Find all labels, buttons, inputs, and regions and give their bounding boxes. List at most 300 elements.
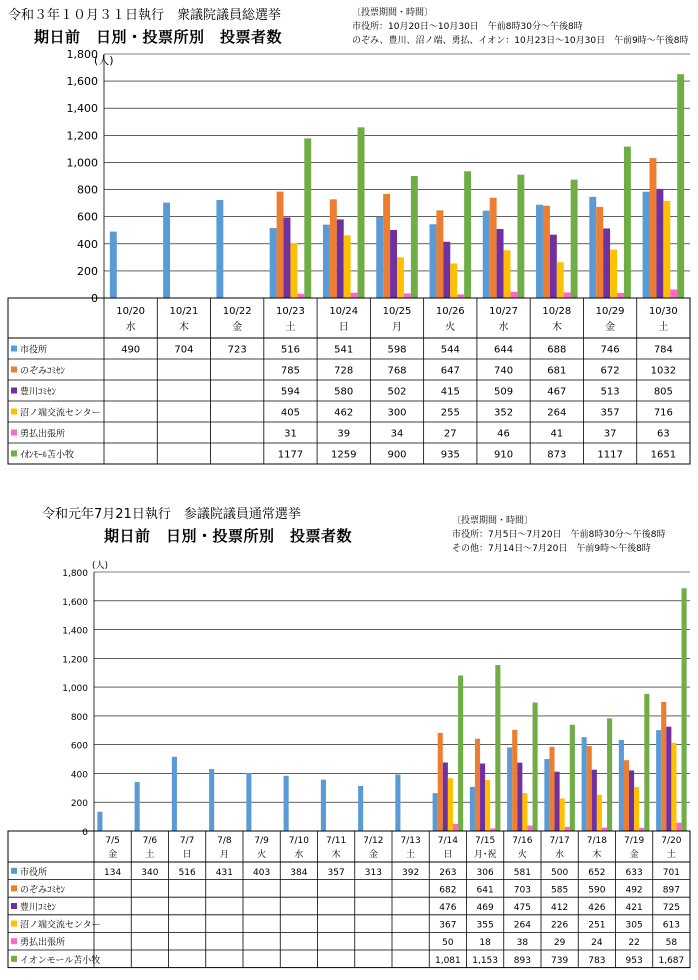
data-value-label: 462 xyxy=(334,407,354,419)
x-category-label: 7/10 xyxy=(288,836,309,846)
y-tick-label: 1,400 xyxy=(66,102,98,116)
chart1-note-heading: 〔投票期間・時間〕 xyxy=(352,8,434,18)
data-value-label: 594 xyxy=(280,386,301,398)
data-value-label: 134 xyxy=(104,867,122,878)
bar-6-7-16 xyxy=(533,703,538,831)
bar-1-7-9 xyxy=(246,773,251,831)
bar-5-10-30 xyxy=(670,289,677,298)
data-value-label: 935 xyxy=(440,449,460,461)
bar-5-7-18 xyxy=(602,828,607,831)
bar-4-7-15 xyxy=(485,780,490,831)
x-weekday-label: 火 xyxy=(445,322,456,333)
x-category-label: 7/8 xyxy=(217,836,232,846)
x-weekday-label: 金 xyxy=(605,322,616,333)
data-value-label: 357 xyxy=(600,407,620,419)
data-value-label: 647 xyxy=(440,365,460,377)
chart2-note-line2: その他：7月14日～7月20日 午前9時～午後8時 xyxy=(452,544,651,554)
x-weekday-label: 木 xyxy=(551,322,562,333)
bar-6-10-23 xyxy=(304,138,311,298)
x-weekday-label: 金 xyxy=(368,850,378,860)
x-weekday-label: 日 xyxy=(443,850,453,860)
data-value-label: 431 xyxy=(215,867,233,878)
data-value-label: 739 xyxy=(551,955,569,966)
chart1-subtitle: 期日前 日別・投票所別 投票者数 xyxy=(34,28,283,46)
data-value-label: 24 xyxy=(591,938,603,949)
data-value-label: 590 xyxy=(588,885,606,896)
data-value-label: 300 xyxy=(387,407,407,419)
bar-5-7-14 xyxy=(453,824,458,831)
legend-swatch-2 xyxy=(11,885,17,891)
legend-swatch-1 xyxy=(11,868,17,874)
x-weekday-label: 水 xyxy=(125,322,136,333)
bar-1-7-6 xyxy=(135,782,140,831)
y-tick-label: 800 xyxy=(70,712,88,723)
bar-2-10-25 xyxy=(383,194,390,298)
x-category-label: 10/24 xyxy=(329,306,359,317)
data-value-label: 63 xyxy=(656,428,670,440)
bar-6-10-27 xyxy=(517,175,524,298)
x-category-label: 7/13 xyxy=(400,836,421,846)
x-weekday-label: 火 xyxy=(257,850,267,860)
bar-4-7-17 xyxy=(560,798,565,831)
data-value-label: 367 xyxy=(439,920,457,931)
legend-label-6: イオンモール苫小牧 xyxy=(20,955,101,966)
bar-5-7-16 xyxy=(527,826,532,831)
bar-4-7-14 xyxy=(448,778,453,831)
bar-6-10-24 xyxy=(358,127,365,298)
legend-swatch-3 xyxy=(11,903,17,909)
bar-3-7-18 xyxy=(592,770,597,831)
x-weekday-label: 月 xyxy=(392,322,402,333)
bar-3-7-17 xyxy=(555,772,560,831)
legend-label-2: のぞみｺﾐｾﾝ xyxy=(20,366,66,377)
data-value-label: 1,081 xyxy=(434,955,461,966)
bar-4-10-23 xyxy=(290,243,297,298)
data-value-label: 264 xyxy=(513,920,531,931)
bar-1-7-18 xyxy=(582,737,587,831)
bar-2-10-27 xyxy=(490,198,497,298)
bar-4-7-18 xyxy=(597,795,602,831)
bar-4-10-26 xyxy=(450,263,457,298)
bar-1-10-22 xyxy=(216,200,223,298)
bar-5-7-20 xyxy=(676,823,681,831)
data-value-label: 255 xyxy=(440,407,460,419)
data-value-label: 768 xyxy=(387,365,407,377)
data-value-label: 585 xyxy=(551,885,569,896)
legend-swatch-6 xyxy=(11,956,17,962)
bar-1-7-10 xyxy=(284,776,289,831)
data-value-label: 703 xyxy=(513,885,531,896)
data-value-label: 467 xyxy=(547,386,567,398)
data-value-label: 541 xyxy=(334,344,354,356)
x-category-label: 7/17 xyxy=(549,836,570,846)
data-value-label: 1177 xyxy=(277,449,304,461)
x-weekday-label: 水 xyxy=(555,850,565,860)
legend-label-5: 勇払出張所 xyxy=(20,938,66,949)
data-value-label: 475 xyxy=(513,903,531,913)
bar-6-7-20 xyxy=(682,588,687,831)
x-category-label: 10/27 xyxy=(489,306,518,317)
bar-1-10-23 xyxy=(270,228,277,298)
bar-6-7-18 xyxy=(607,718,612,831)
x-weekday-label: 日 xyxy=(338,322,349,333)
bar-4-7-19 xyxy=(634,787,639,831)
y-tick-label: 600 xyxy=(77,210,98,224)
data-value-label: 251 xyxy=(588,920,606,931)
x-weekday-label: 金 xyxy=(629,850,639,860)
bar-1-10-25 xyxy=(376,217,383,298)
data-value-label: 412 xyxy=(551,903,569,913)
y-tick-label: 1,400 xyxy=(62,626,88,637)
legend-label-3: 豊川ｺﾐｾﾝ xyxy=(20,387,57,398)
data-value-label: 1651 xyxy=(650,449,677,461)
bar-2-7-14 xyxy=(438,733,443,831)
x-category-label: 10/25 xyxy=(382,306,412,317)
bar-4-7-16 xyxy=(522,793,527,831)
data-value-label: 263 xyxy=(439,867,457,878)
x-weekday-label: 金 xyxy=(232,322,243,333)
bar-1-7-20 xyxy=(656,730,661,831)
y-tick-label: 1,600 xyxy=(62,597,88,608)
chart2-subtitle: 期日前 日別・投票所別 投票者数 xyxy=(104,527,353,545)
y-tick-label: 200 xyxy=(77,264,98,278)
data-value-label: 1259 xyxy=(331,449,357,461)
y-tick-label: 1,800 xyxy=(66,50,98,61)
data-value-label: 783 xyxy=(588,955,606,966)
y-tick-label: 1,200 xyxy=(66,129,98,143)
bar-6-7-14 xyxy=(458,675,463,831)
y-tick-label: 1,600 xyxy=(66,75,98,89)
x-category-label: 7/19 xyxy=(624,836,645,846)
legend-label-5: 勇払出張所 xyxy=(20,429,66,440)
x-category-label: 7/18 xyxy=(586,836,607,846)
bar-1-7-11 xyxy=(321,780,326,831)
y-tick-label: 800 xyxy=(77,183,98,197)
bar-5-10-24 xyxy=(351,293,358,298)
legend-swatch-2 xyxy=(11,367,17,373)
y-unit-label: (人) xyxy=(92,561,109,571)
legend-label-3: 豊川ｺﾐｾﾝ xyxy=(20,903,57,913)
data-value-label: 58 xyxy=(665,938,678,949)
data-value-label: 516 xyxy=(280,344,301,356)
chart1-note-line1: 市役所：10月20日～10月30日 午前8時30分～午後8時 xyxy=(352,22,583,32)
y-tick-label: 600 xyxy=(70,741,88,752)
y-tick-label: 1,200 xyxy=(62,655,88,666)
bar-2-7-15 xyxy=(475,739,480,831)
x-category-label: 7/20 xyxy=(661,836,682,846)
bar-2-7-17 xyxy=(549,747,554,831)
x-category-label: 7/14 xyxy=(437,836,458,846)
data-value-label: 1117 xyxy=(597,449,623,461)
bar-6-7-17 xyxy=(570,725,575,831)
bar-2-10-29 xyxy=(596,207,603,298)
x-category-label: 10/22 xyxy=(222,306,252,317)
bar-5-7-17 xyxy=(565,827,570,831)
bar-2-10-24 xyxy=(330,199,337,298)
data-value-label: 50 xyxy=(442,938,454,949)
data-value-label: 1,153 xyxy=(472,955,499,966)
bar-6-10-30 xyxy=(677,74,684,298)
x-weekday-label: 土 xyxy=(285,322,296,333)
data-value-label: 728 xyxy=(334,365,354,377)
x-category-label: 10/30 xyxy=(648,306,678,317)
x-weekday-label: 木 xyxy=(331,850,341,860)
chart2-notes xyxy=(452,514,666,556)
legend-swatch-5 xyxy=(11,430,17,436)
legend-swatch-5 xyxy=(11,938,17,944)
chart2-note-line1: 市役所：7月5日～7月20日 午前8時30分～午後8時 xyxy=(452,530,666,540)
x-weekday-label: 金 xyxy=(108,850,118,860)
chart2-svg xyxy=(0,558,698,978)
data-value-label: 740 xyxy=(493,365,514,377)
bar-1-7-13 xyxy=(395,775,400,831)
bar-1-7-7 xyxy=(172,757,177,831)
data-value-label: 313 xyxy=(364,867,382,878)
bar-1-7-19 xyxy=(619,740,624,831)
y-unit-label: (人) xyxy=(94,54,114,67)
bar-6-10-28 xyxy=(571,180,578,298)
bar-1-10-29 xyxy=(589,197,596,298)
data-value-label: 652 xyxy=(588,867,606,878)
legend-label-4: 沼ノ端交流センター xyxy=(20,408,101,419)
bar-1-10-30 xyxy=(643,192,650,298)
bar-5-10-25 xyxy=(404,293,411,298)
data-value-label: 306 xyxy=(476,867,494,878)
data-value-label: 39 xyxy=(337,428,351,440)
data-value-label: 22 xyxy=(628,938,640,949)
x-weekday-label: 土 xyxy=(658,322,669,333)
bar-3-10-23 xyxy=(284,217,291,298)
x-weekday-label: 水 xyxy=(294,850,304,860)
legend-label-1: 市役所 xyxy=(20,345,48,356)
y-tick-label: 1,000 xyxy=(66,156,98,170)
bar-4-7-20 xyxy=(671,743,676,831)
x-weekday-label: 火 xyxy=(517,850,527,860)
chart2-title: 令和元年7月21日執行 参議院議員通常選挙 xyxy=(42,507,301,522)
legend-label-2: のぞみｺﾐｾﾝ xyxy=(20,885,66,896)
data-value-label: 672 xyxy=(600,365,620,377)
bar-2-10-28 xyxy=(543,206,550,298)
bar-4-10-27 xyxy=(504,250,511,298)
legend-label-6: ｲｵﾝﾓｰﾙ苫小牧 xyxy=(20,450,75,461)
bar-2-7-18 xyxy=(587,746,592,831)
data-value-label: 893 xyxy=(513,955,531,966)
x-category-label: 10/21 xyxy=(169,306,199,317)
data-value-label: 704 xyxy=(174,344,194,356)
bar-1-10-24 xyxy=(323,225,330,298)
x-weekday-label: 月 xyxy=(219,850,229,860)
data-value-label: 415 xyxy=(440,386,460,398)
bar-1-7-14 xyxy=(433,793,438,831)
data-value-label: 29 xyxy=(553,938,566,949)
bar-1-10-26 xyxy=(429,224,436,298)
x-category-label: 10/28 xyxy=(542,306,572,317)
data-value-label: 46 xyxy=(497,428,510,440)
data-value-label: 581 xyxy=(513,867,531,878)
bar-5-10-23 xyxy=(297,294,304,298)
x-category-label: 7/12 xyxy=(363,836,384,846)
legend-swatch-3 xyxy=(11,388,17,394)
data-value-label: 644 xyxy=(493,344,514,356)
bar-3-7-15 xyxy=(480,764,485,831)
bar-3-10-24 xyxy=(337,219,344,298)
bar-4-10-24 xyxy=(344,235,351,298)
bar-3-7-20 xyxy=(666,727,671,831)
bar-1-7-17 xyxy=(544,759,549,831)
bar-3-10-27 xyxy=(497,229,504,298)
bar-3-7-19 xyxy=(629,770,634,831)
chart2-note-heading: 〔投票期間・時間〕 xyxy=(452,516,534,526)
y-tick-label: 0 xyxy=(91,292,98,305)
bar-1-10-21 xyxy=(163,203,170,298)
bar-1-7-5 xyxy=(97,812,102,831)
bar-3-7-16 xyxy=(517,763,522,831)
y-tick-label: 200 xyxy=(70,799,88,810)
x-weekday-label: 月･祝 xyxy=(473,850,497,860)
x-category-label: 10/26 xyxy=(435,306,465,317)
bar-5-10-29 xyxy=(617,293,624,298)
data-value-label: 384 xyxy=(290,867,308,878)
x-category-label: 7/15 xyxy=(475,836,496,846)
data-value-label: 580 xyxy=(334,386,354,398)
y-tick-label: 1,800 xyxy=(62,569,88,579)
x-category-label: 7/11 xyxy=(326,836,347,846)
x-weekday-label: 土 xyxy=(666,850,676,860)
data-value-label: 513 xyxy=(600,386,620,398)
bar-6-10-29 xyxy=(624,147,631,298)
bar-2-7-16 xyxy=(512,730,517,831)
bar-1-10-28 xyxy=(536,205,543,298)
data-value-label: 509 xyxy=(493,386,514,398)
legend-label-1: 市役所 xyxy=(20,867,48,878)
y-tick-label: 400 xyxy=(70,770,88,781)
data-value-label: 226 xyxy=(551,920,569,931)
bar-6-10-26 xyxy=(464,171,471,298)
chart1-notes xyxy=(352,6,689,48)
data-value-label: 355 xyxy=(476,920,494,931)
bar-1-7-15 xyxy=(470,787,475,831)
data-value-label: 490 xyxy=(121,344,141,356)
legend-swatch-1 xyxy=(11,346,17,352)
data-value-label: 516 xyxy=(178,867,196,878)
data-value-label: 701 xyxy=(662,867,680,878)
data-value-label: 723 xyxy=(227,344,247,356)
data-value-label: 492 xyxy=(625,885,643,896)
x-category-label: 10/20 xyxy=(116,306,146,317)
bar-1-10-27 xyxy=(483,211,490,298)
data-value-label: 352 xyxy=(493,407,514,419)
data-value-label: 897 xyxy=(662,885,680,896)
bar-4-10-25 xyxy=(397,257,404,298)
x-weekday-label: 土 xyxy=(406,850,416,860)
bar-4-10-30 xyxy=(663,201,670,298)
x-category-label: 7/9 xyxy=(254,836,269,846)
legend-swatch-6 xyxy=(11,451,17,457)
data-value-label: 725 xyxy=(662,903,680,913)
bar-3-10-28 xyxy=(550,235,557,298)
data-value-label: 716 xyxy=(653,407,673,419)
data-value-label: 34 xyxy=(390,428,404,440)
bar-6-7-15 xyxy=(495,665,500,831)
data-value-label: 784 xyxy=(653,344,673,356)
data-value-label: 633 xyxy=(625,867,643,878)
data-value-label: 421 xyxy=(625,903,643,913)
data-value-label: 469 xyxy=(476,903,494,913)
data-value-label: 910 xyxy=(493,449,514,461)
bar-3-10-26 xyxy=(443,242,450,298)
bar-2-10-23 xyxy=(277,192,284,298)
data-value-label: 500 xyxy=(551,867,569,878)
bar-4-10-28 xyxy=(557,262,564,298)
y-tick-label: 400 xyxy=(77,237,98,251)
data-value-label: 785 xyxy=(280,365,301,377)
data-value-label: 31 xyxy=(284,428,297,440)
bar-3-10-25 xyxy=(390,230,397,298)
data-value-label: 681 xyxy=(547,365,567,377)
data-value-label: 340 xyxy=(141,867,159,878)
bar-6-10-25 xyxy=(411,176,418,298)
data-value-label: 805 xyxy=(653,386,673,398)
y-tick-label: 1,000 xyxy=(62,684,88,695)
legend-swatch-4 xyxy=(11,921,17,927)
data-value-label: 403 xyxy=(253,867,271,878)
bar-1-7-16 xyxy=(507,747,512,831)
x-category-label: 7/6 xyxy=(142,836,158,846)
bar-1-10-20 xyxy=(110,232,117,298)
x-weekday-label: 木 xyxy=(178,322,189,333)
bar-1-7-12 xyxy=(358,786,363,831)
data-value-label: 264 xyxy=(547,407,567,419)
bar-3-10-30 xyxy=(656,189,663,298)
x-category-label: 10/29 xyxy=(595,306,625,317)
bar-2-7-20 xyxy=(661,702,666,831)
data-value-label: 682 xyxy=(439,885,457,896)
data-value-label: 1032 xyxy=(650,365,677,377)
data-value-label: 688 xyxy=(547,344,567,356)
bar-2-7-19 xyxy=(624,760,629,831)
bar-3-7-14 xyxy=(443,763,448,831)
data-value-label: 38 xyxy=(516,938,529,949)
bar-3-10-29 xyxy=(603,228,610,298)
bar-5-10-27 xyxy=(510,292,517,298)
x-weekday-label: 日 xyxy=(182,850,192,860)
data-value-label: 613 xyxy=(662,920,680,931)
data-value-label: 598 xyxy=(387,344,407,356)
bar-6-7-19 xyxy=(644,694,649,831)
data-value-label: 405 xyxy=(280,407,301,419)
data-value-label: 1,687 xyxy=(658,955,685,966)
data-value-label: 502 xyxy=(387,386,407,398)
x-category-label: 7/5 xyxy=(105,836,120,846)
chart1-note-line2: のぞみ、豊川、沼ノ端、勇払、イオン：10月23日～10月30日 午前9時～午後8時 xyxy=(352,36,689,46)
data-value-label: 746 xyxy=(600,344,620,356)
data-value-label: 873 xyxy=(547,449,567,461)
x-weekday-label: 木 xyxy=(592,850,602,860)
x-weekday-label: 水 xyxy=(498,322,509,333)
legend-swatch-4 xyxy=(11,409,17,415)
chart1-svg xyxy=(0,50,698,470)
data-value-label: 544 xyxy=(440,344,460,356)
data-value-label: 41 xyxy=(550,428,564,440)
data-value-label: 357 xyxy=(327,867,345,878)
bar-1-7-8 xyxy=(209,769,214,831)
data-value-label: 426 xyxy=(588,903,606,913)
bar-2-10-26 xyxy=(436,210,443,298)
y-tick-label: 0 xyxy=(82,828,88,838)
bar-5-10-28 xyxy=(564,292,571,298)
bar-4-10-29 xyxy=(610,250,617,298)
data-value-label: 27 xyxy=(443,428,457,440)
